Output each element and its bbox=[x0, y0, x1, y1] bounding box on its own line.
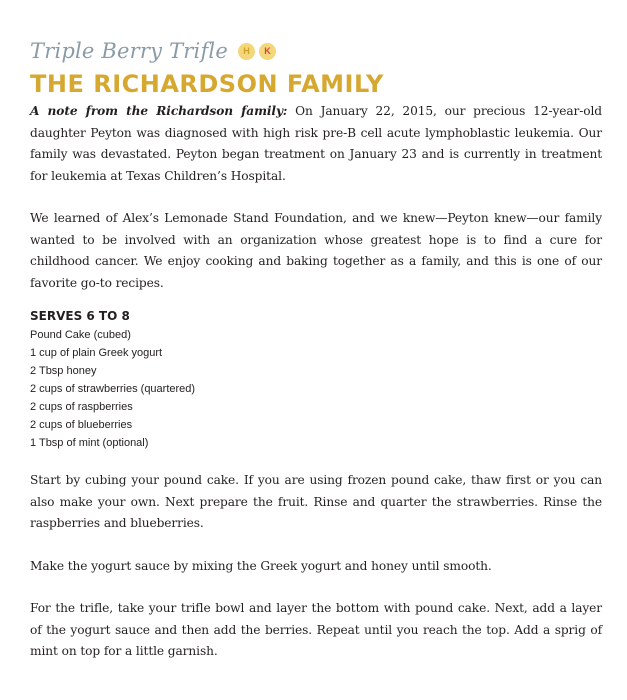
ingredient-item: Pound Cake (cubed) bbox=[30, 329, 131, 341]
instruction-paragraph-1: Start by cubing your pound cake. If you are using frozen pound cake, thaw first or you can also make your own. Next prepare the fruit. Rinse and quarter the strawberries. Rinse the raspberries and blueberries. bbox=[30, 473, 602, 530]
note-lead: A note from the Richardson family: bbox=[30, 104, 288, 118]
family-heading: THE RICHARDSON FAMILY bbox=[30, 70, 384, 98]
ingredient-item: 2 cups of raspberries bbox=[30, 401, 133, 413]
recipe-title: Triple Berry Trifle bbox=[30, 39, 228, 63]
ingredient-item: 1 Tbsp of mint (optional) bbox=[30, 437, 149, 449]
instruction-paragraph-2: Make the yogurt sauce by mixing the Greek yogurt and honey until smooth. bbox=[30, 558, 492, 573]
ingredient-item: 1 cup of plain Greek yogurt bbox=[30, 347, 163, 359]
badge-h-icon: H bbox=[238, 43, 255, 60]
instruction-paragraph-3: For the trifle, take your trifle bowl and layer the bottom with pound cake. Next, add a layer of the yogurt sauce and then add the berries. Repeat until you reach the top. Add a sprig of mint on top for a little garnish. bbox=[30, 601, 602, 658]
badge-k-icon: K bbox=[259, 43, 276, 60]
title-row bbox=[30, 36, 602, 66]
ingredient-item: 2 cups of blueberries bbox=[30, 419, 133, 431]
ingredient-item: 2 Tbsp honey bbox=[30, 365, 97, 377]
recipe-page bbox=[30, 36, 602, 663]
serves-heading: SERVES 6 TO 8 bbox=[30, 309, 130, 323]
story-paragraph-1 bbox=[30, 101, 602, 187]
ingredient-item: 2 cups of strawberries (quartered) bbox=[30, 383, 196, 395]
story-paragraph-2: We learned of Alex’s Lemonade Stand Foundation, and we knew—Peyton knew—our family wanted to be involved with an organization whose greatest hope is to find a cure for childhood cancer. We enjoy cooking and baking together as a family, and this is one of our favorite go-to recipes. bbox=[30, 211, 602, 290]
story-paragraph-1-text: On January 22, 2015, our precious 12-year-old daughter Peyton was diagnosed with high risk pre-B cell acute lymphoblastic leukemia. Our family was devastated. Peyton began treatment on January 23 and is currently in treatment for leukemia at Texas Children’s Hospital. bbox=[30, 104, 603, 183]
ingredients-list bbox=[30, 326, 602, 452]
